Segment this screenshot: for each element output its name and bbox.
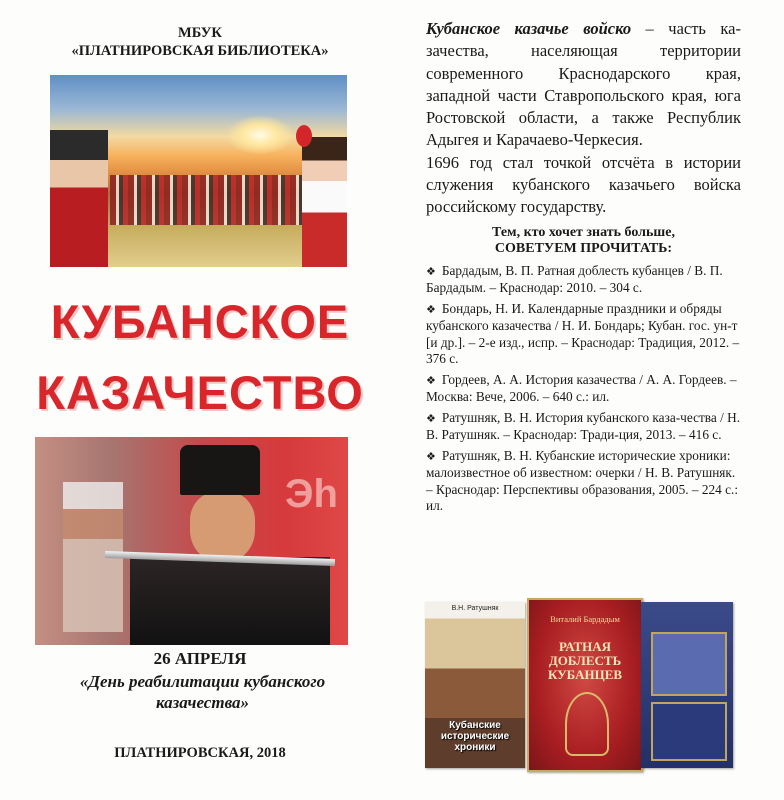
recommendations-heading-line2: СОВЕТУЕМ ПРОЧИТАТЬ: bbox=[494, 240, 673, 256]
book-covers bbox=[425, 598, 733, 770]
recommendations-list bbox=[426, 263, 741, 515]
portraits-panel bbox=[651, 702, 727, 761]
intro-paragraph bbox=[426, 18, 741, 152]
girl-figure bbox=[302, 137, 347, 267]
book-title: РАТНАЯ ДОБЛЕСТЬ КУБАНЦЕВ bbox=[547, 639, 623, 682]
flower-wreath bbox=[296, 125, 312, 147]
history-paragraph: 1696 год стал точкой отсчёта в истории служения кубанского казачьего войска российскому государству. bbox=[426, 152, 741, 217]
main-title-line2: КАЗАЧЕСТВО bbox=[36, 366, 364, 419]
intro-text: – часть ка-зачества, населяющая территории современного Краснодарского края, западной части Ставропольского края, юга Ростовской области, а также Республик Адыгея и Карачаево-Черкесия. bbox=[426, 19, 741, 150]
ornament-frame-icon bbox=[565, 692, 609, 756]
recommendations-heading-line1: Тем, кто хочет знать больше, bbox=[492, 224, 675, 240]
diamond-bullet-icon: ❖ bbox=[426, 264, 436, 278]
main-title-line1: КУБАНСКОЕ bbox=[50, 295, 350, 348]
list-item: ❖ Ратушняк, В. Н. Кубанские исторические хроники: малоизвестное об известном: очерки / Н. В. Ратушняк. – Краснодар: Перспективы образования, 2005. – 224 с.: ил. bbox=[426, 447, 739, 514]
list-item: ❖ Бардадым, В. П. Ратная доблесть кубанцев / В. П. Бардадым. – Краснодар: 2010. – 304 с. bbox=[426, 262, 723, 296]
place-year: ПЛАТНИРОВСКАЯ, 2018 bbox=[114, 745, 286, 761]
event-name bbox=[40, 671, 365, 713]
book-cover-valor bbox=[527, 598, 643, 772]
crossed-sabers-panel bbox=[651, 632, 727, 696]
diamond-bullet-icon: ❖ bbox=[426, 373, 436, 387]
event-name-line1: «День реабилитации кубанского bbox=[79, 672, 326, 691]
book-title: Кубанские исторические хроники bbox=[440, 720, 510, 753]
book-author: В.Н. Ратушняк bbox=[451, 605, 499, 612]
cossack-choir-photo bbox=[50, 75, 347, 267]
book-cover-history bbox=[641, 602, 733, 768]
book-author: Виталий Бардадым bbox=[550, 614, 620, 624]
diamond-bullet-icon: ❖ bbox=[426, 411, 436, 425]
background-banner-text: Эh bbox=[285, 472, 338, 516]
book-cover-chronicles bbox=[425, 602, 525, 768]
event-date: 26 АПРЕЛЯ bbox=[153, 649, 247, 668]
right-panel bbox=[426, 18, 741, 519]
diamond-bullet-icon: ❖ bbox=[426, 449, 436, 463]
list-item: ❖ Гордеев, А. А. История казачества / А. А. Гордеев. – Москва: Вече, 2006. – 640 с.: ил. bbox=[426, 371, 737, 405]
intro-term: Кубанское казачье войско bbox=[426, 19, 632, 38]
face bbox=[190, 492, 255, 562]
papakha-hat bbox=[180, 445, 260, 495]
sunset-glow bbox=[225, 115, 295, 155]
diamond-bullet-icon: ❖ bbox=[426, 302, 436, 316]
event-name-line2: казачества» bbox=[155, 693, 250, 712]
cherkeska-coat bbox=[130, 557, 330, 645]
list-item: ❖ Бондарь, Н. И. Календарные праздники и обряды кубанского казачества / Н. И. Бондарь; Кубан. гос. ун-т [и др.]. – 2-е изд., испр. – Краснодар: Традиция, 2012. – 376 с. bbox=[426, 300, 740, 367]
list-item: ❖ Ратушняк, В. Н. История кубанского каза-чества / Н. В. Ратушняк. – Краснодар: Тради-ция, 2013. – 416 с. bbox=[426, 409, 741, 443]
cossack-figure bbox=[50, 130, 108, 267]
org-name-line1: МБУК bbox=[178, 25, 222, 41]
young-cossack-sword-photo bbox=[35, 437, 348, 645]
org-name-line2: «ПЛАТНИРОВСКАЯ БИБЛИОТЕКА» bbox=[71, 43, 329, 59]
recommendations-heading bbox=[426, 225, 741, 257]
